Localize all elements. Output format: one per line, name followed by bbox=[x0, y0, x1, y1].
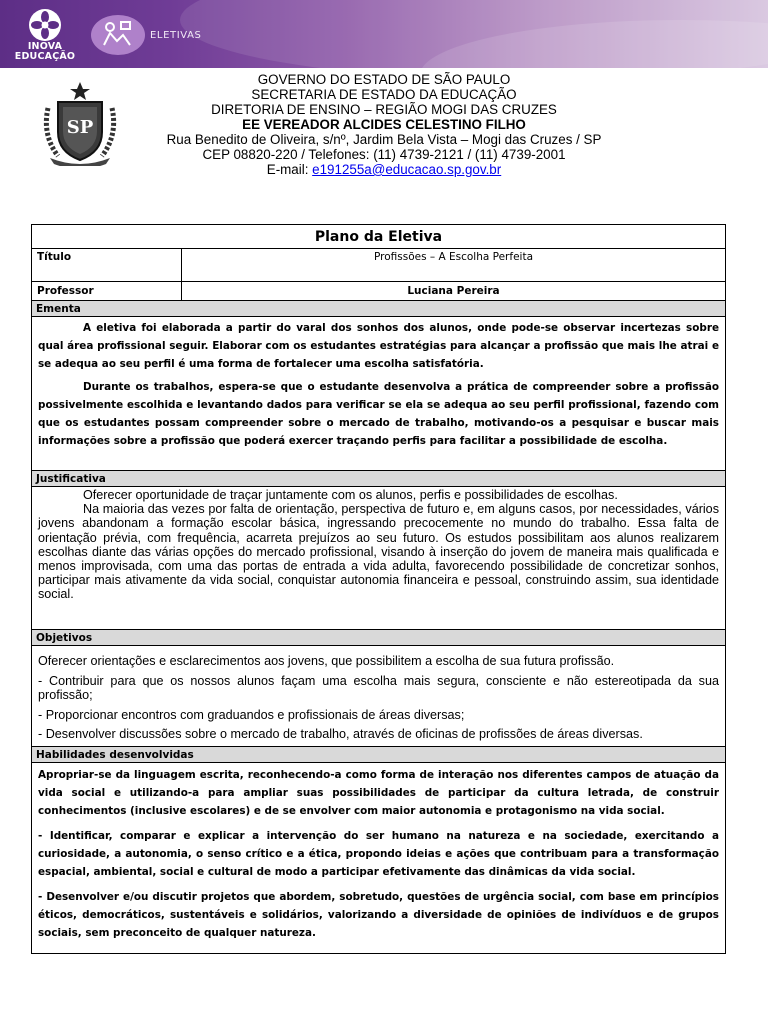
habilidades-body bbox=[32, 764, 725, 952]
habilidade-item: - Identificar, comparar e explicar a intervenção do ser humano na natureza e na sociedade, exercitando a curiosidade, a autonomia, o senso crítico e a ética, propondo ideias e ações que contribuam para a transformação espacial, ambiental, social e cultural de modo a participar efetivamente das dinâmicas da vida social. bbox=[38, 830, 719, 878]
habilidade-item: Apropriar-se da linguagem escrita, reconhecendo-a como forma de interação nos diferentes campos de atuação da vida social e utilizando-a para ampliar suas possibilidades de participar da cultura letrada, de construir conhecimentos (inclusive escolares) e de se envolver com maior autonomia e protagonismo na vida social. bbox=[38, 769, 719, 817]
professor-value: Luciana Pereira bbox=[407, 285, 500, 297]
habilidade-item: - Desenvolver e/ou discutir projetos que abordem, sobretudo, questões de urgência social, com base em princípios éticos, democráticos, sustentáveis e solidários, valorizando a diversidade de opiniões de indivíduos e de grupos sociais, sem preconceito de qualquer natureza. bbox=[38, 891, 719, 939]
inova-line2: EDUCAÇÃO bbox=[14, 51, 76, 62]
header-secretariat: SECRETARIA DE ESTADO DA EDUCAÇÃO bbox=[251, 87, 517, 102]
titulo-row bbox=[32, 249, 725, 282]
sp-seal-icon bbox=[40, 80, 120, 166]
ementa-paragraph-2: Durante os trabalhos, espera-se que o estudante desenvolva a prática de compreender sobre a profissão possivelmente escolhida e levantando dados para verificar se ela se adequa ao seu perfil profissional, fazendo com que os estudantes possam compreender sobre o mercado de trabalho, motivando-os a pesquisar e buscar mais informações sobre a profissão que poderá exercer traçando perfis para facilitar a possibilidade de escolha. bbox=[38, 381, 719, 447]
professor-row bbox=[32, 282, 725, 300]
justificativa-body bbox=[32, 488, 725, 628]
header-email-line bbox=[140, 162, 628, 177]
objetivo-item: - Contribuir para que os nossos alunos façam uma escolha mais segura, consciente e não estereotipada da sua profissão; bbox=[38, 673, 719, 702]
professor-label: Professor bbox=[32, 282, 182, 300]
header-directorate: DIRETORIA DE ENSINO – REGIÃO MOGI DAS CRUZES bbox=[211, 102, 557, 117]
eletivas-logo bbox=[90, 13, 146, 62]
header-school: EE VEREADOR ALCIDES CELESTINO FILHO bbox=[242, 117, 526, 132]
justificativa-heading: Justificativa bbox=[32, 470, 725, 487]
header-cep-phones: CEP 08820-220 / Telefones: (11) 4739-2121 / (11) 4739-2001 bbox=[202, 147, 566, 162]
top-banner bbox=[0, 0, 768, 68]
form-title: Plano da Eletiva bbox=[32, 225, 725, 249]
ementa-body bbox=[32, 318, 725, 468]
objetivos-heading: Objetivos bbox=[32, 629, 725, 646]
sp-coat-of-arms bbox=[40, 80, 120, 171]
seal-letters: SP bbox=[66, 117, 94, 138]
ementa-paragraph-1: A eletiva foi elaborada a partir do varal dos sonhos dos alunos, onde pode-se observar incertezas sobre qual área profissional seguir. Elaborar com os estudantes estratégias para alcançar a profissão que mais lhe atrai e se adequa ao seu perfil é uma forma de fortalecer uma escolha satisfatória. bbox=[38, 322, 719, 370]
inova-educacao-logo bbox=[14, 8, 76, 62]
habilidades-heading: Habilidades desenvolvidas bbox=[32, 746, 725, 763]
objetivo-item: - Proporcionar encontros com graduandos e profissionais de áreas diversas; bbox=[38, 707, 465, 722]
header-address: Rua Benedito de Oliveira, s/nº, Jardim Bela Vista – Mogi das Cruzes / SP bbox=[166, 132, 602, 147]
objetivo-item: - Desenvolver discussões sobre o mercado de trabalho, através de oficinas de profissões de áreas diversas. bbox=[38, 727, 643, 741]
objetivo-item: Oferecer orientações e esclarecimentos aos jovens, que possibilitem a escolha de sua futura profissão. bbox=[38, 654, 615, 668]
email-label: E-mail: bbox=[266, 162, 313, 177]
titulo-value: Profissões – A Escolha Perfeita bbox=[373, 251, 534, 263]
justificativa-paragraph-2: Na maioria das vezes por falta de orientação, perspectiva de futuro e, em alguns casos, por necessidades, vários jovens abandonam a formação escolar básica, ingressando precocemente no mundo do trabalho. Essa falta de orientação prévia, com frequência, acarreta prejuízos ao seu futuro. Os estudos possibilitam aos alunos realizarem escolhas diante das várias opções do mercado profissional, visando à inserção do jovem de maneira mais qualificada e menos improvisada, com uma das portas de entrada a vida adulta, favorecendo possibilidade de concretizar sonhos, participar mais ativamente da vida social, conquistar autonomia financeira e pessoal, construindo assim, sua identidade social. bbox=[38, 502, 719, 602]
ementa-heading: Ementa bbox=[32, 300, 725, 317]
objetivos-body bbox=[32, 647, 725, 745]
inova-flower-icon bbox=[28, 8, 62, 42]
email-link[interactable]: e191255a@educacao.sp.gov.br bbox=[312, 162, 502, 177]
institution-header bbox=[140, 72, 628, 177]
justificativa-paragraph-1: Oferecer oportunidade de traçar juntamente com os alunos, perfis e possibilidades de escolhas. bbox=[83, 488, 618, 502]
eletivas-label: ELETIVAS bbox=[150, 30, 202, 41]
inova-line1: INOVA bbox=[27, 41, 63, 52]
header-government: GOVERNO DO ESTADO DE SÃO PAULO bbox=[257, 72, 511, 87]
titulo-label: Título bbox=[32, 249, 182, 281]
eletivas-icon bbox=[90, 13, 146, 57]
plano-eletiva-form bbox=[31, 224, 726, 954]
